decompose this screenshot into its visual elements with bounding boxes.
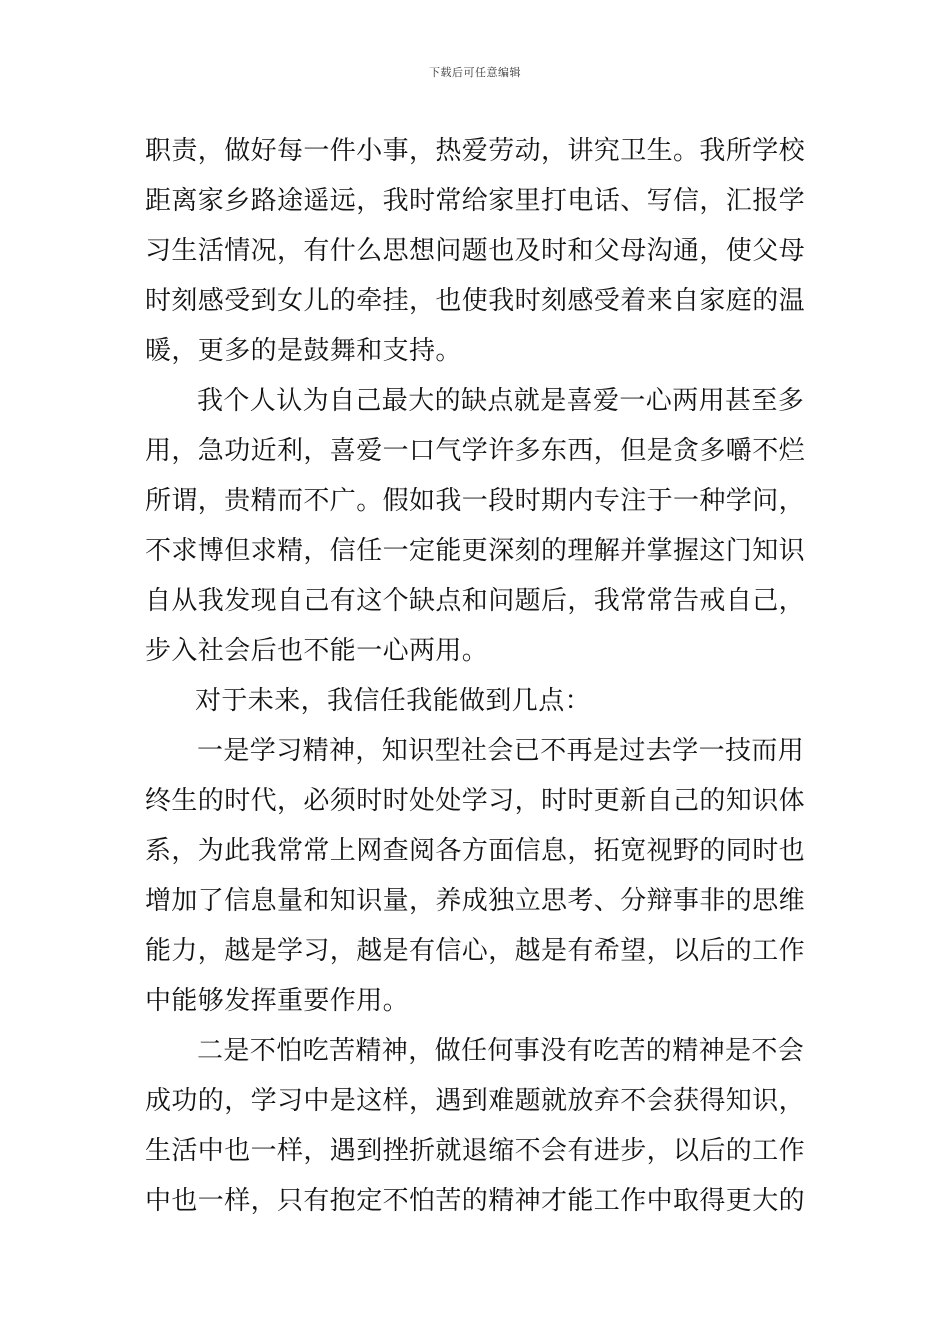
text-line: 中能够发挥重要作用。 bbox=[145, 986, 410, 1016]
text-line: 成功的，学习中是这样，遇到难题就放弃不会获得知识， bbox=[145, 1086, 806, 1116]
text-line: 暖，更多的是鼓舞和支持。 bbox=[145, 336, 462, 366]
text-line: 自从我发现自己有这个缺点和问题后，我常常告戒自己， bbox=[145, 586, 806, 616]
text-line: 所谓，贵精而不广。假如我一段时期内专注于一种学问， bbox=[145, 486, 806, 516]
text-line: 终生的时代，必须时时处处学习，时时更新自己的知识体 bbox=[145, 786, 806, 816]
page-header: 下载后可任意编辑 bbox=[429, 66, 521, 79]
document-body bbox=[145, 126, 810, 1226]
text-line: 中也一样，只有抱定不怕苦的精神才能工作中取得更大的 bbox=[145, 1186, 806, 1216]
paragraph-first-line: 对于未来，我信任我能做到几点： bbox=[195, 686, 592, 716]
text-line: 用，急功近利，喜爱一口气学许多东西，但是贪多嚼不烂 bbox=[145, 436, 806, 466]
text-line: 增加了信息量和知识量，养成独立思考、分辩事非的思维 bbox=[145, 886, 806, 916]
paragraph-first-line: 一是学习精神，知识型社会已不再是过去学一技而用 bbox=[197, 736, 805, 766]
text-line: 步入社会后也不能一心两用。 bbox=[145, 636, 489, 666]
text-line: 系，为此我常常上网查阅各方面信息，拓宽视野的同时也 bbox=[145, 836, 806, 866]
text-line: 习生活情况，有什么思想问题也及时和父母沟通，使父母 bbox=[145, 236, 806, 266]
text-line: 时刻感受到女儿的牵挂，也使我时刻感受着来自家庭的温 bbox=[145, 286, 806, 316]
text-line: 能力，越是学习，越是有信心，越是有希望，以后的工作 bbox=[145, 936, 806, 966]
paragraph-first-line: 我个人认为自己最大的缺点就是喜爱一心两用甚至多 bbox=[197, 386, 805, 416]
text-line: 距离家乡路途遥远，我时常给家里打电话、写信，汇报学 bbox=[145, 186, 806, 216]
text-line: 生活中也一样，遇到挫折就退缩不会有进步，以后的工作 bbox=[145, 1136, 806, 1166]
text-line: 职责，做好每一件小事，热爱劳动，讲究卫生。我所学校 bbox=[145, 136, 806, 166]
text-line: 不求博但求精，信任一定能更深刻的理解并掌握这门知识 bbox=[145, 536, 806, 566]
paragraph-first-line: 二是不怕吃苦精神，做任何事没有吃苦的精神是不会 bbox=[197, 1036, 805, 1066]
